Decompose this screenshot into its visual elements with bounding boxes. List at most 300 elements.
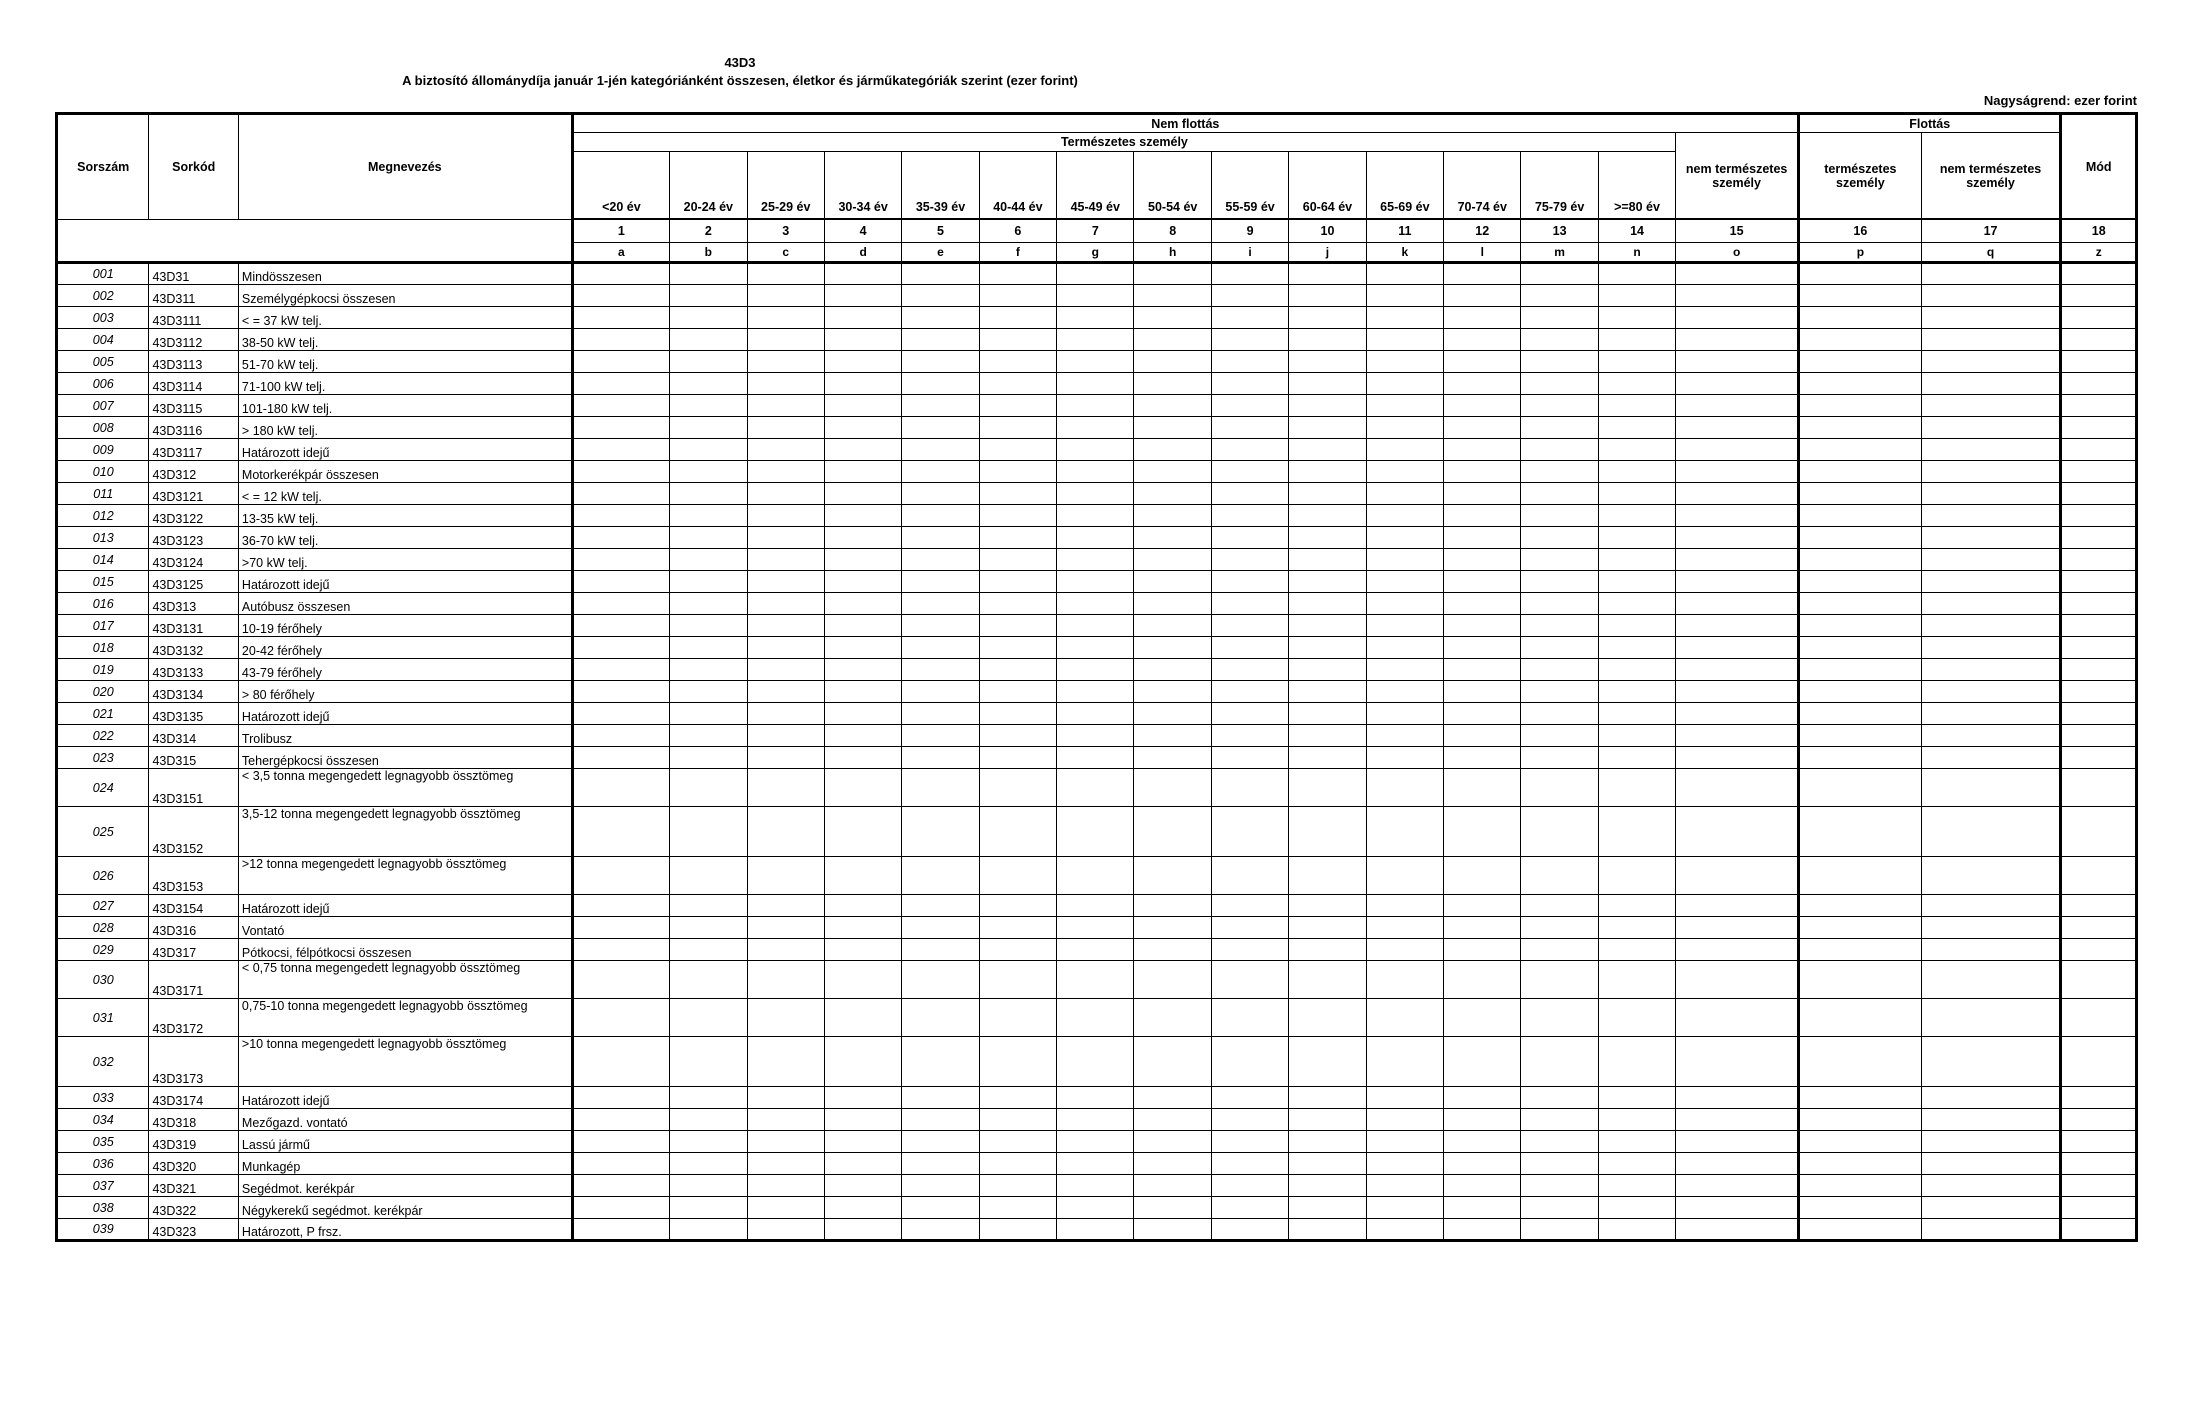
data-cell[interactable]: [1521, 571, 1598, 593]
data-cell[interactable]: [1366, 807, 1443, 857]
data-cell[interactable]: [1521, 917, 1598, 939]
data-cell[interactable]: [1444, 593, 1521, 615]
data-cell[interactable]: [1366, 263, 1443, 285]
data-cell[interactable]: [670, 1087, 747, 1109]
data-cell[interactable]: [1366, 725, 1443, 747]
data-cell[interactable]: [670, 1037, 747, 1087]
data-cell[interactable]: [747, 395, 824, 417]
data-cell[interactable]: [747, 505, 824, 527]
data-cell[interactable]: [1444, 1087, 1521, 1109]
data-cell[interactable]: [1289, 571, 1366, 593]
data-cell[interactable]: [1444, 439, 1521, 461]
data-cell[interactable]: [1676, 483, 1799, 505]
data-cell[interactable]: [902, 373, 979, 395]
data-cell[interactable]: [2061, 505, 2137, 527]
data-cell[interactable]: [979, 571, 1056, 593]
data-cell[interactable]: [979, 917, 1056, 939]
data-cell[interactable]: [670, 725, 747, 747]
data-cell[interactable]: [1799, 725, 1922, 747]
data-cell[interactable]: [902, 593, 979, 615]
data-cell[interactable]: [2061, 1131, 2137, 1153]
data-cell[interactable]: [1134, 307, 1211, 329]
data-cell[interactable]: [670, 417, 747, 439]
data-cell[interactable]: [2061, 999, 2137, 1037]
data-cell[interactable]: [1799, 1219, 1922, 1241]
data-cell[interactable]: [670, 895, 747, 917]
data-cell[interactable]: [670, 307, 747, 329]
data-cell[interactable]: [1211, 593, 1288, 615]
data-cell[interactable]: [902, 725, 979, 747]
data-cell[interactable]: [1134, 461, 1211, 483]
data-cell[interactable]: [572, 659, 670, 681]
data-cell[interactable]: [1598, 549, 1675, 571]
data-cell[interactable]: [1057, 417, 1134, 439]
data-cell[interactable]: [1366, 505, 1443, 527]
data-cell[interactable]: [1598, 285, 1675, 307]
data-cell[interactable]: [1598, 681, 1675, 703]
data-cell[interactable]: [902, 439, 979, 461]
data-cell[interactable]: [1289, 285, 1366, 307]
data-cell[interactable]: [572, 1197, 670, 1219]
data-cell[interactable]: [1676, 307, 1799, 329]
data-cell[interactable]: [1676, 417, 1799, 439]
data-cell[interactable]: [979, 1037, 1056, 1087]
data-cell[interactable]: [1366, 703, 1443, 725]
data-cell[interactable]: [1289, 769, 1366, 807]
data-cell[interactable]: [1676, 747, 1799, 769]
data-cell[interactable]: [1598, 1109, 1675, 1131]
data-cell[interactable]: [1366, 747, 1443, 769]
data-cell[interactable]: [979, 725, 1056, 747]
data-cell[interactable]: [1444, 681, 1521, 703]
data-cell[interactable]: [1444, 417, 1521, 439]
data-cell[interactable]: [1366, 999, 1443, 1037]
data-cell[interactable]: [902, 1153, 979, 1175]
data-cell[interactable]: [1598, 461, 1675, 483]
data-cell[interactable]: [572, 615, 670, 637]
data-cell[interactable]: [902, 659, 979, 681]
data-cell[interactable]: [2061, 615, 2137, 637]
data-cell[interactable]: [1366, 1175, 1443, 1197]
data-cell[interactable]: [1444, 615, 1521, 637]
data-cell[interactable]: [824, 917, 901, 939]
data-cell[interactable]: [1134, 895, 1211, 917]
data-cell[interactable]: [670, 637, 747, 659]
data-cell[interactable]: [1211, 395, 1288, 417]
data-cell[interactable]: [1289, 999, 1366, 1037]
data-cell[interactable]: [572, 395, 670, 417]
data-cell[interactable]: [902, 1175, 979, 1197]
data-cell[interactable]: [1057, 571, 1134, 593]
data-cell[interactable]: [1211, 703, 1288, 725]
data-cell[interactable]: [1211, 329, 1288, 351]
data-cell[interactable]: [1057, 1109, 1134, 1131]
data-cell[interactable]: [979, 527, 1056, 549]
data-cell[interactable]: [747, 615, 824, 637]
data-cell[interactable]: [2061, 895, 2137, 917]
data-cell[interactable]: [1676, 461, 1799, 483]
data-cell[interactable]: [979, 895, 1056, 917]
data-cell[interactable]: [1676, 961, 1799, 999]
data-cell[interactable]: [1921, 615, 2061, 637]
data-cell[interactable]: [1057, 999, 1134, 1037]
data-cell[interactable]: [1598, 593, 1675, 615]
data-cell[interactable]: [1921, 329, 2061, 351]
data-cell[interactable]: [902, 939, 979, 961]
data-cell[interactable]: [1057, 483, 1134, 505]
data-cell[interactable]: [1444, 703, 1521, 725]
data-cell[interactable]: [1444, 571, 1521, 593]
data-cell[interactable]: [1134, 769, 1211, 807]
data-cell[interactable]: [1211, 1087, 1288, 1109]
data-cell[interactable]: [1521, 725, 1598, 747]
data-cell[interactable]: [572, 1219, 670, 1241]
data-cell[interactable]: [979, 961, 1056, 999]
data-cell[interactable]: [1444, 1197, 1521, 1219]
data-cell[interactable]: [979, 285, 1056, 307]
data-cell[interactable]: [747, 1175, 824, 1197]
data-cell[interactable]: [747, 1087, 824, 1109]
data-cell[interactable]: [1598, 351, 1675, 373]
data-cell[interactable]: [1444, 857, 1521, 895]
data-cell[interactable]: [1444, 659, 1521, 681]
data-cell[interactable]: [902, 527, 979, 549]
data-cell[interactable]: [1366, 395, 1443, 417]
data-cell[interactable]: [979, 747, 1056, 769]
data-cell[interactable]: [747, 725, 824, 747]
data-cell[interactable]: [1521, 961, 1598, 999]
data-cell[interactable]: [1366, 895, 1443, 917]
data-cell[interactable]: [979, 615, 1056, 637]
data-cell[interactable]: [1134, 549, 1211, 571]
data-cell[interactable]: [1211, 439, 1288, 461]
data-cell[interactable]: [1134, 1037, 1211, 1087]
data-cell[interactable]: [1211, 351, 1288, 373]
data-cell[interactable]: [670, 527, 747, 549]
data-cell[interactable]: [979, 1175, 1056, 1197]
data-cell[interactable]: [1134, 747, 1211, 769]
data-cell[interactable]: [1521, 329, 1598, 351]
data-cell[interactable]: [1598, 483, 1675, 505]
data-cell[interactable]: [1366, 373, 1443, 395]
data-cell[interactable]: [1444, 1153, 1521, 1175]
data-cell[interactable]: [1799, 1175, 1922, 1197]
data-cell[interactable]: [1057, 307, 1134, 329]
data-cell[interactable]: [1799, 439, 1922, 461]
data-cell[interactable]: [1921, 747, 2061, 769]
data-cell[interactable]: [1057, 895, 1134, 917]
data-cell[interactable]: [902, 1197, 979, 1219]
data-cell[interactable]: [979, 807, 1056, 857]
data-cell[interactable]: [1676, 1037, 1799, 1087]
data-cell[interactable]: [2061, 703, 2137, 725]
data-cell[interactable]: [572, 999, 670, 1037]
data-cell[interactable]: [1134, 725, 1211, 747]
data-cell[interactable]: [572, 351, 670, 373]
data-cell[interactable]: [1921, 461, 2061, 483]
data-cell[interactable]: [1521, 549, 1598, 571]
data-cell[interactable]: [2061, 351, 2137, 373]
data-cell[interactable]: [902, 895, 979, 917]
data-cell[interactable]: [1799, 747, 1922, 769]
data-cell[interactable]: [572, 285, 670, 307]
data-cell[interactable]: [2061, 593, 2137, 615]
data-cell[interactable]: [1211, 1131, 1288, 1153]
data-cell[interactable]: [1799, 1109, 1922, 1131]
data-cell[interactable]: [824, 769, 901, 807]
data-cell[interactable]: [824, 807, 901, 857]
data-cell[interactable]: [979, 1109, 1056, 1131]
data-cell[interactable]: [747, 1037, 824, 1087]
data-cell[interactable]: [824, 549, 901, 571]
data-cell[interactable]: [824, 637, 901, 659]
data-cell[interactable]: [1921, 549, 2061, 571]
data-cell[interactable]: [1366, 549, 1443, 571]
data-cell[interactable]: [1444, 961, 1521, 999]
data-cell[interactable]: [1521, 373, 1598, 395]
data-cell[interactable]: [824, 659, 901, 681]
data-cell[interactable]: [1211, 571, 1288, 593]
data-cell[interactable]: [979, 263, 1056, 285]
data-cell[interactable]: [747, 637, 824, 659]
data-cell[interactable]: [1057, 807, 1134, 857]
data-cell[interactable]: [670, 593, 747, 615]
data-cell[interactable]: [670, 329, 747, 351]
data-cell[interactable]: [572, 439, 670, 461]
data-cell[interactable]: [979, 939, 1056, 961]
data-cell[interactable]: [1521, 285, 1598, 307]
data-cell[interactable]: [572, 461, 670, 483]
data-cell[interactable]: [747, 1131, 824, 1153]
data-cell[interactable]: [1921, 1037, 2061, 1087]
data-cell[interactable]: [1921, 917, 2061, 939]
data-cell[interactable]: [1444, 307, 1521, 329]
data-cell[interactable]: [2061, 725, 2137, 747]
data-cell[interactable]: [1211, 417, 1288, 439]
data-cell[interactable]: [1799, 505, 1922, 527]
data-cell[interactable]: [1211, 747, 1288, 769]
data-cell[interactable]: [747, 285, 824, 307]
data-cell[interactable]: [1921, 417, 2061, 439]
data-cell[interactable]: [1134, 917, 1211, 939]
data-cell[interactable]: [1799, 329, 1922, 351]
data-cell[interactable]: [1676, 1087, 1799, 1109]
data-cell[interactable]: [902, 681, 979, 703]
data-cell[interactable]: [1598, 329, 1675, 351]
data-cell[interactable]: [2061, 1153, 2137, 1175]
data-cell[interactable]: [1289, 461, 1366, 483]
data-cell[interactable]: [1211, 1197, 1288, 1219]
data-cell[interactable]: [824, 373, 901, 395]
data-cell[interactable]: [1598, 439, 1675, 461]
data-cell[interactable]: [670, 549, 747, 571]
data-cell[interactable]: [1799, 1131, 1922, 1153]
data-cell[interactable]: [1799, 703, 1922, 725]
data-cell[interactable]: [1598, 703, 1675, 725]
data-cell[interactable]: [1366, 461, 1443, 483]
data-cell[interactable]: [747, 895, 824, 917]
data-cell[interactable]: [2061, 681, 2137, 703]
data-cell[interactable]: [1799, 615, 1922, 637]
data-cell[interactable]: [1799, 1087, 1922, 1109]
data-cell[interactable]: [1211, 769, 1288, 807]
data-cell[interactable]: [1289, 1197, 1366, 1219]
data-cell[interactable]: [824, 329, 901, 351]
data-cell[interactable]: [1057, 747, 1134, 769]
data-cell[interactable]: [1289, 895, 1366, 917]
data-cell[interactable]: [1057, 461, 1134, 483]
data-cell[interactable]: [1289, 917, 1366, 939]
data-cell[interactable]: [1444, 1131, 1521, 1153]
data-cell[interactable]: [1521, 505, 1598, 527]
data-cell[interactable]: [1444, 917, 1521, 939]
data-cell[interactable]: [2061, 549, 2137, 571]
data-cell[interactable]: [572, 637, 670, 659]
data-cell[interactable]: [824, 1153, 901, 1175]
data-cell[interactable]: [1598, 1219, 1675, 1241]
data-cell[interactable]: [824, 703, 901, 725]
data-cell[interactable]: [1676, 999, 1799, 1037]
data-cell[interactable]: [824, 351, 901, 373]
data-cell[interactable]: [1289, 1219, 1366, 1241]
data-cell[interactable]: [747, 461, 824, 483]
data-cell[interactable]: [1921, 939, 2061, 961]
data-cell[interactable]: [2061, 917, 2137, 939]
data-cell[interactable]: [1366, 857, 1443, 895]
data-cell[interactable]: [824, 439, 901, 461]
data-cell[interactable]: [670, 1131, 747, 1153]
data-cell[interactable]: [1211, 961, 1288, 999]
data-cell[interactable]: [1366, 527, 1443, 549]
data-cell[interactable]: [1211, 999, 1288, 1037]
data-cell[interactable]: [979, 703, 1056, 725]
data-cell[interactable]: [1444, 483, 1521, 505]
data-cell[interactable]: [1676, 659, 1799, 681]
data-cell[interactable]: [824, 1219, 901, 1241]
data-cell[interactable]: [2061, 1219, 2137, 1241]
data-cell[interactable]: [1289, 439, 1366, 461]
data-cell[interactable]: [1598, 807, 1675, 857]
data-cell[interactable]: [747, 263, 824, 285]
data-cell[interactable]: [902, 307, 979, 329]
data-cell[interactable]: [1211, 1037, 1288, 1087]
data-cell[interactable]: [572, 1153, 670, 1175]
data-cell[interactable]: [1211, 461, 1288, 483]
data-cell[interactable]: [1366, 1131, 1443, 1153]
data-cell[interactable]: [1134, 505, 1211, 527]
data-cell[interactable]: [2061, 1175, 2137, 1197]
data-cell[interactable]: [747, 659, 824, 681]
data-cell[interactable]: [1676, 571, 1799, 593]
data-cell[interactable]: [1444, 395, 1521, 417]
data-cell[interactable]: [1289, 1087, 1366, 1109]
data-cell[interactable]: [1598, 939, 1675, 961]
data-cell[interactable]: [1521, 1153, 1598, 1175]
data-cell[interactable]: [1057, 505, 1134, 527]
data-cell[interactable]: [979, 769, 1056, 807]
data-cell[interactable]: [1444, 1037, 1521, 1087]
data-cell[interactable]: [1366, 917, 1443, 939]
data-cell[interactable]: [1598, 999, 1675, 1037]
data-cell[interactable]: [1057, 527, 1134, 549]
data-cell[interactable]: [1799, 637, 1922, 659]
data-cell[interactable]: [902, 999, 979, 1037]
data-cell[interactable]: [1134, 1087, 1211, 1109]
data-cell[interactable]: [747, 703, 824, 725]
data-cell[interactable]: [1676, 939, 1799, 961]
data-cell[interactable]: [824, 1037, 901, 1087]
data-cell[interactable]: [1289, 681, 1366, 703]
data-cell[interactable]: [1211, 373, 1288, 395]
data-cell[interactable]: [1366, 659, 1443, 681]
data-cell[interactable]: [2061, 961, 2137, 999]
data-cell[interactable]: [670, 505, 747, 527]
data-cell[interactable]: [1598, 571, 1675, 593]
data-cell[interactable]: [1921, 1109, 2061, 1131]
data-cell[interactable]: [1676, 857, 1799, 895]
data-cell[interactable]: [979, 857, 1056, 895]
data-cell[interactable]: [1921, 681, 2061, 703]
data-cell[interactable]: [1366, 1219, 1443, 1241]
data-cell[interactable]: [1598, 373, 1675, 395]
data-cell[interactable]: [2061, 307, 2137, 329]
data-cell[interactable]: [1799, 373, 1922, 395]
data-cell[interactable]: [1598, 725, 1675, 747]
data-cell[interactable]: [1799, 1037, 1922, 1087]
data-cell[interactable]: [979, 373, 1056, 395]
data-cell[interactable]: [1366, 1087, 1443, 1109]
data-cell[interactable]: [747, 681, 824, 703]
data-cell[interactable]: [902, 637, 979, 659]
data-cell[interactable]: [1799, 593, 1922, 615]
data-cell[interactable]: [572, 769, 670, 807]
data-cell[interactable]: [1211, 483, 1288, 505]
data-cell[interactable]: [1289, 373, 1366, 395]
data-cell[interactable]: [1521, 307, 1598, 329]
data-cell[interactable]: [1289, 395, 1366, 417]
data-cell[interactable]: [1921, 637, 2061, 659]
data-cell[interactable]: [1057, 769, 1134, 807]
data-cell[interactable]: [747, 439, 824, 461]
data-cell[interactable]: [670, 1153, 747, 1175]
data-cell[interactable]: [979, 681, 1056, 703]
data-cell[interactable]: [1521, 857, 1598, 895]
data-cell[interactable]: [1921, 439, 2061, 461]
data-cell[interactable]: [1444, 329, 1521, 351]
data-cell[interactable]: [1057, 395, 1134, 417]
data-cell[interactable]: [572, 939, 670, 961]
data-cell[interactable]: [979, 593, 1056, 615]
data-cell[interactable]: [979, 1219, 1056, 1241]
data-cell[interactable]: [2061, 395, 2137, 417]
data-cell[interactable]: [670, 351, 747, 373]
data-cell[interactable]: [824, 505, 901, 527]
data-cell[interactable]: [1444, 263, 1521, 285]
data-cell[interactable]: [1211, 307, 1288, 329]
data-cell[interactable]: [902, 1131, 979, 1153]
data-cell[interactable]: [1598, 527, 1675, 549]
data-cell[interactable]: [670, 939, 747, 961]
data-cell[interactable]: [1676, 917, 1799, 939]
data-cell[interactable]: [1366, 637, 1443, 659]
data-cell[interactable]: [1799, 659, 1922, 681]
data-cell[interactable]: [979, 549, 1056, 571]
data-cell[interactable]: [1921, 505, 2061, 527]
data-cell[interactable]: [1444, 999, 1521, 1037]
data-cell[interactable]: [1134, 439, 1211, 461]
data-cell[interactable]: [670, 483, 747, 505]
data-cell[interactable]: [824, 1131, 901, 1153]
